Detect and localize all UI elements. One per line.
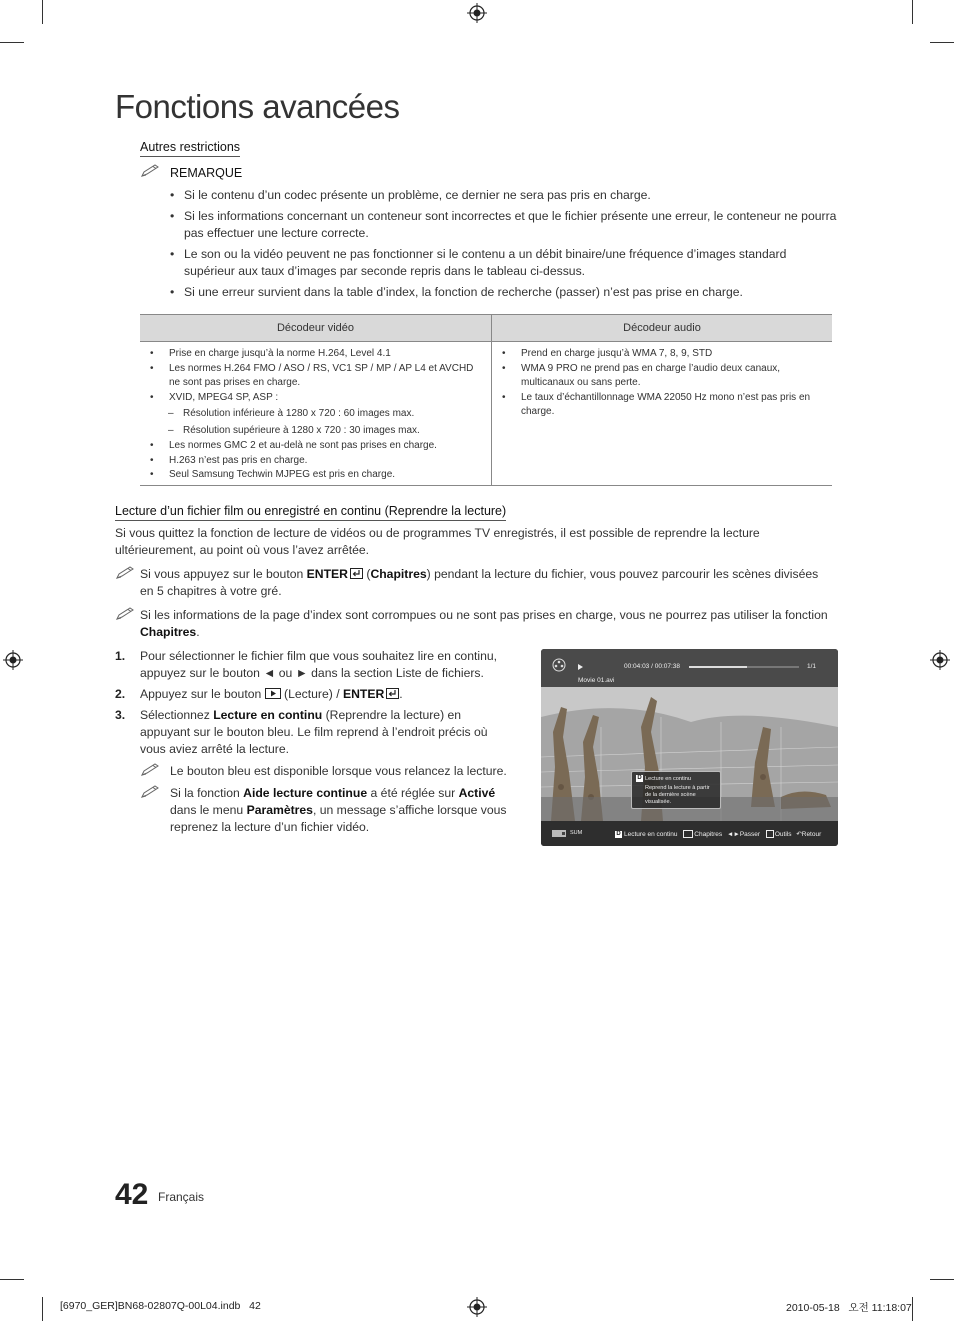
list-item: • Prend en charge jusqu’à WMA 7, 8, 9, STD	[500, 347, 824, 362]
language-label: Français	[158, 1190, 205, 1204]
footer-date: 2010-05-18 오전 11:18:07	[786, 1302, 912, 1314]
resume-popup: D Lecture en continu Reprend la lecture à partir de la dernière scène visualisée.	[631, 771, 721, 809]
note-index: Si les informations de la page d’index sont corrompues ou ne sont pas prises en charge, vous ne pourrez pas utiliser la fonction Chapitres.	[140, 608, 828, 639]
playback-time: 00:04:03 / 00:07:38	[624, 663, 681, 670]
list-item: • XVID, MPEG4 SP, ASP :	[148, 391, 483, 406]
player-bottom-bar	[541, 821, 838, 846]
list-item: • Les normes GMC 2 et au-delà ne sont pas prises en charge.	[148, 439, 483, 454]
list-item: • Seul Samsung Techwin MJPEG est pris en charge.	[148, 468, 483, 483]
list-item: • Si les informations concernant un conteneur sont incorrectes et que le fichier présente une erreur, le conteneur ne pourra pas effectuer une lecture correcte.	[170, 208, 840, 242]
left-right-arrows-icon: ◄►	[726, 831, 740, 838]
steps-list	[115, 648, 513, 762]
film-reel-icon	[552, 658, 566, 672]
video-frame	[541, 687, 838, 821]
help-bar: D Lecture en continu Chapitres ◄►Passer Outils ↶Retour	[616, 830, 822, 838]
restrictions-list	[170, 187, 840, 305]
play-button-icon	[265, 688, 281, 699]
return-icon: ↶	[796, 831, 802, 838]
registration-mark-icon	[467, 3, 487, 23]
registration-mark-icon	[930, 650, 950, 670]
registration-mark-icon	[467, 1297, 487, 1317]
sub-note-resume-help: Si la fonction Aide lecture continue a été réglée sur Activé dans le menu Paramètres, un message s’affiche lorsque vous reprenez la lecture d’un fichier vidéo.	[170, 786, 507, 834]
blue-d-key-icon: D	[637, 775, 642, 781]
sub-note-blue-button: Le bouton bleu est disponible lorsque vous relancez la lecture.	[170, 764, 507, 778]
blue-d-key-icon: D	[616, 830, 621, 837]
device-name: SUM	[570, 830, 583, 836]
note-pencil-icon	[115, 566, 135, 580]
tv-screenshot	[541, 649, 838, 846]
page-title: Fonctions avancées	[115, 88, 400, 125]
table-cell-video	[140, 342, 492, 486]
usb-device-icon	[552, 829, 566, 838]
note-pencil-icon	[140, 763, 160, 777]
footer-file-name: [6970_GER]BN68-02807Q-00L04.indb 42	[60, 1300, 261, 1312]
player-header	[541, 649, 838, 687]
note-pencil-icon	[140, 164, 160, 178]
list-item: 2. Appuyez sur le bouton (Lecture) / ENTER .	[115, 687, 403, 701]
progress-bar	[689, 666, 799, 668]
page-number: 42	[115, 1178, 149, 1211]
list-item: – Résolution supérieure à 1280 x 720 : 30 images max.	[148, 422, 483, 439]
file-name: Movie 01.avi	[578, 677, 615, 684]
list-item: • Si le contenu d’un codec présente un problème, ce dernier ne sera pas pris en charge.	[170, 187, 840, 204]
enter-icon	[683, 830, 693, 838]
decoder-table	[140, 314, 832, 486]
note-chapters: Si vous appuyez sur le bouton ENTER (Chapitres) pendant la lecture du fichier, vous pouvez parcourir les scènes divisées en 5 chapitres à votre gré.	[140, 567, 819, 598]
section-heading-resume: Lecture d’un fichier film ou enregistré en continu (Reprendre la lecture)	[115, 504, 506, 521]
list-item: 3. Sélectionnez Lecture en continu (Reprendre la lecture) en appuyant sur le bouton bleu. Le film reprend à l’endroit précis où vous aviez arrêté la lecture.	[115, 708, 488, 756]
list-item: – Résolution inférieure à 1280 x 720 : 60 images max.	[148, 405, 483, 422]
table-header-video: Décodeur vidéo	[140, 315, 492, 342]
enter-icon	[386, 688, 399, 699]
play-icon	[578, 664, 583, 670]
list-item: 1. Pour sélectionner le fichier film que vous souhaitez lire en continu, appuyez sur le bouton ◄ ou ► dans la section Liste de fichiers.	[115, 649, 498, 680]
list-item: • Le taux d’échantillonnage WMA 22050 Hz mono n’est pas pris en charge.	[500, 391, 824, 420]
section-heading-restrictions: Autres restrictions	[140, 140, 240, 157]
list-item: • Les normes H.264 FMO / ASO / RS, VC1 SP / MP / AP L4 et AVCHD ne sont pas prises en charge.	[148, 362, 483, 391]
list-item: • Prise en charge jusqu’à la norme H.264, Level 4.1	[148, 347, 483, 362]
enter-icon	[350, 568, 363, 579]
table-header-audio: Décodeur audio	[492, 315, 833, 342]
tools-icon	[766, 830, 774, 838]
list-item: • Le son ou la vidéo peuvent ne pas fonctionner si le contenu a un débit binaire/une fréquence d’images standard supérieur aux taux d’images par seconde repris dans le tableau ci-dessus.	[170, 246, 840, 280]
table-cell-audio	[492, 342, 833, 486]
list-item: • WMA 9 PRO ne prend pas en charge l’audio deux canaux, multicanaux ou sans perte.	[500, 362, 824, 391]
list-item: • Si une erreur survient dans la table d’index, la fonction de recherche (passer) n’est pas prise en charge.	[170, 284, 840, 301]
note-pencil-icon	[140, 785, 160, 799]
list-item: • H.263 n’est pas pris en charge.	[148, 454, 483, 469]
intro-paragraph: Si vous quittez la fonction de lecture de vidéos ou de programmes TV enregistrés, il est possible de reprendre la lecture ultérieurement, au point où vous l’avez arrêtée.	[115, 526, 760, 557]
page-indicator: 1/1	[807, 663, 817, 670]
note-pencil-icon	[115, 607, 135, 621]
registration-mark-icon	[3, 650, 23, 670]
note-label: REMARQUE	[170, 166, 243, 180]
progress-fill	[689, 666, 747, 668]
